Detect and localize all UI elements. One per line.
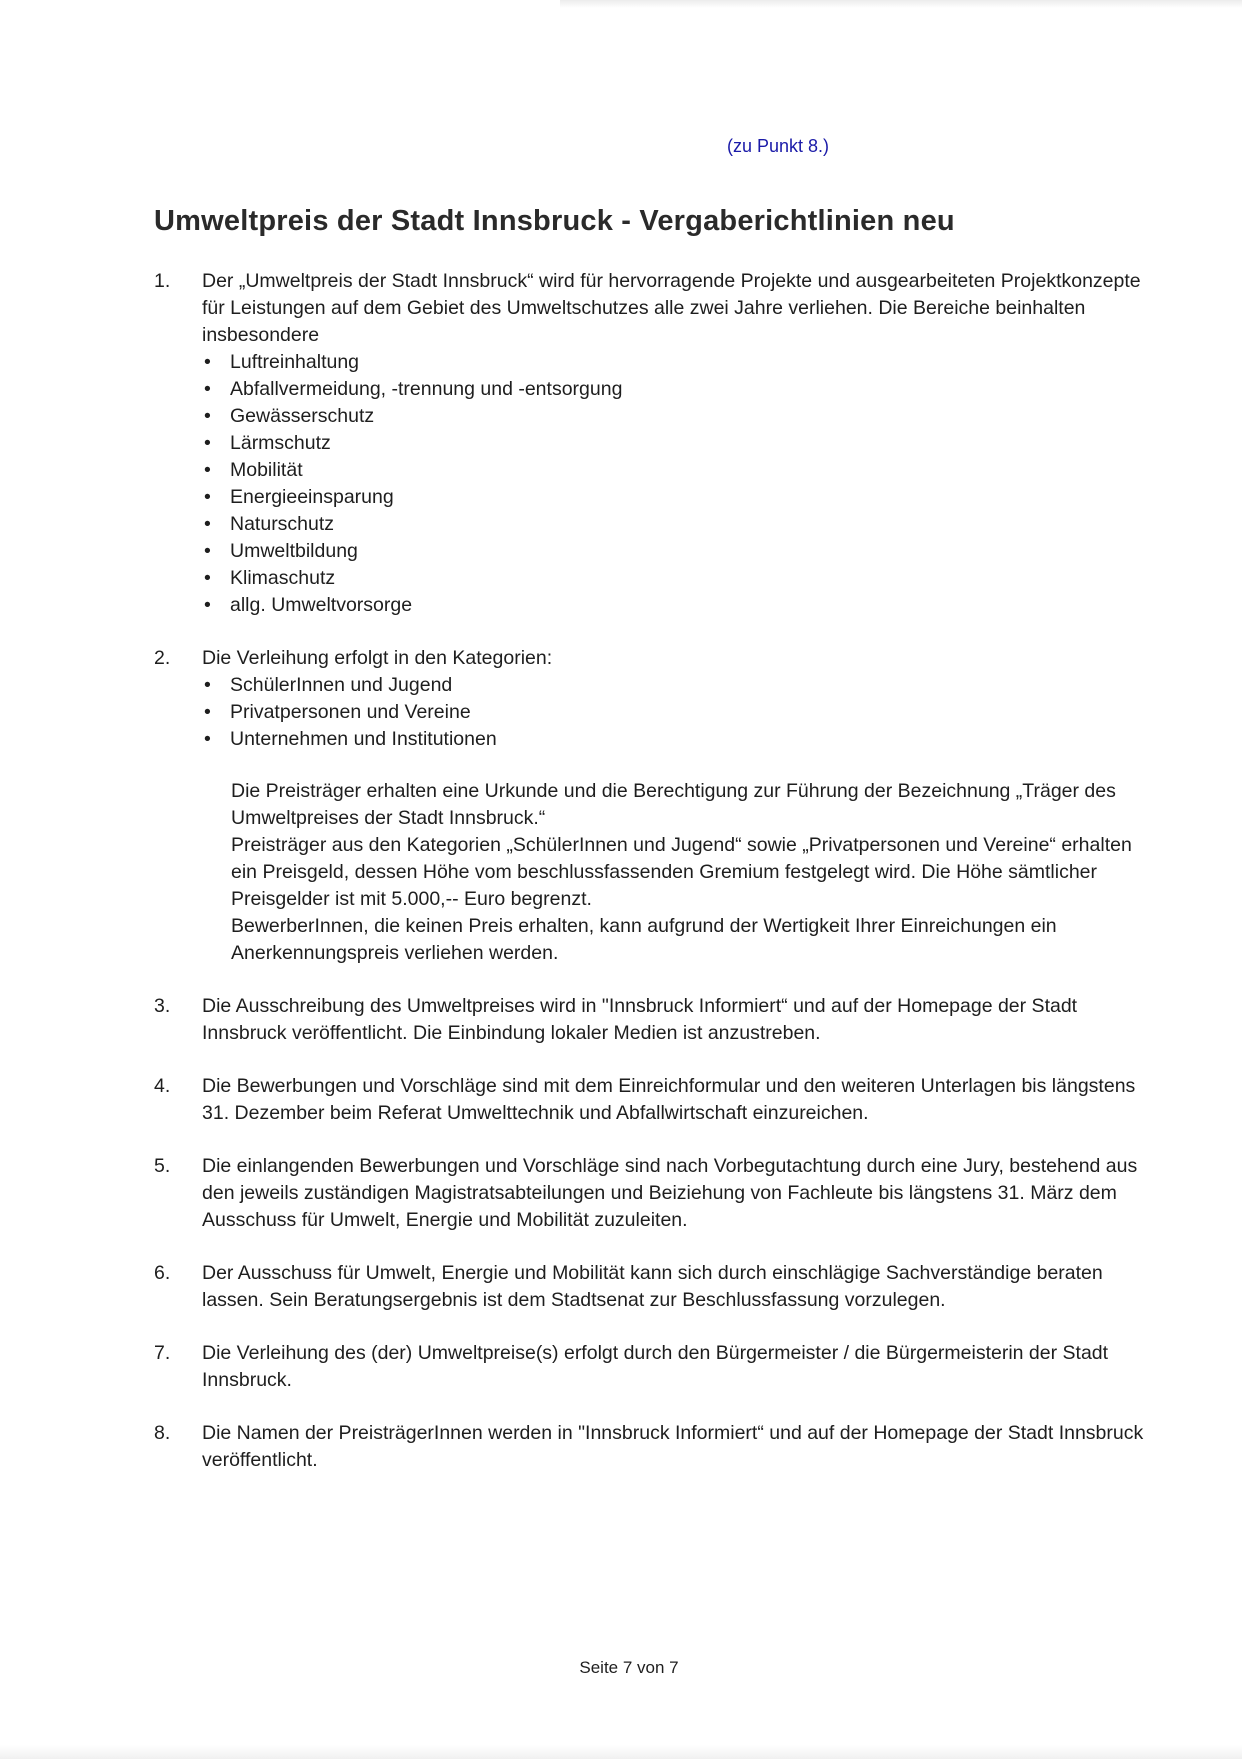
list-item-7 [154, 1340, 1144, 1394]
scan-edge-top [560, 0, 1242, 8]
bullet-item: • allg. Umweltvorsorge [202, 592, 1144, 619]
reference-note: (zu Punkt 8.) [727, 136, 830, 156]
item-number: 3. [154, 995, 171, 1017]
item-text: Die Namen der PreisträgerInnen werden in "Innsbruck Informiert“ und auf der Homepage der Stadt Innsbruck veröffentlicht. [202, 1422, 1144, 1471]
list-item-3 [154, 993, 1144, 1047]
paragraph: Die Preisträger erhalten eine Urkunde und die Berechtigung zur Führung der Bezeichnung „Träger des Umweltpreises der Stadt Innsbruck.“ [231, 780, 1116, 829]
bullet-item: • Unternehmen und Institutionen [202, 726, 1144, 753]
bullet-item: • SchülerInnen und Jugend [202, 672, 1144, 699]
bullet-item: • Klimaschutz [202, 565, 1144, 592]
list-item-8 [154, 1420, 1144, 1474]
bullet-item: • Gewässerschutz [202, 403, 1144, 430]
item-number: 7. [154, 1342, 171, 1364]
item-number: 5. [154, 1155, 171, 1177]
paragraph: Preisträger aus den Kategorien „SchülerInnen und Jugend“ sowie „Privatpersonen und Vereine“ erhalten ein Preisgeld, dessen Höhe vom beschlussfassenden Gremium festgelegt wird. Die Höhe sämtlicher Preisgelder ist mit 5.000,-- Euro begrenzt. [231, 834, 1132, 910]
bullet-item: • Lärmschutz [202, 430, 1144, 457]
item-number: 8. [154, 1422, 171, 1444]
item-text: Der Ausschuss für Umwelt, Energie und Mobilität kann sich durch einschlägige Sachverständige beraten lassen. Sein Beratungsergebnis ist dem Stadtsenat zur Beschlussfassung vorzulegen. [202, 1262, 1103, 1311]
bullet-item: • Naturschutz [202, 511, 1144, 538]
bullet-item: • Privatpersonen und Vereine [202, 699, 1144, 726]
bullet-item: • Energieeinsparung [202, 484, 1144, 511]
bullet-item: • Umweltbildung [202, 538, 1144, 565]
item-text: Der „Umweltpreis der Stadt Innsbruck“ wird für hervorragende Projekte und ausgearbeiteten Projektkonzepte für Leistungen auf dem Gebiet des Umweltschutzes alle zwei Jahre verliehen. Die Bereiche beinhalten insbesondere [202, 270, 1141, 346]
category-list [202, 672, 1144, 753]
list-item-2 [154, 645, 1144, 967]
item-text: Die Bewerbungen und Vorschläge sind mit dem Einreichformular und den weiteren Unterlagen bis längstens 31. Dezember beim Referat Umwelttechnik und Abfallwirtschaft einzureichen. [202, 1075, 1136, 1124]
list-item-6 [154, 1260, 1144, 1314]
page-number: Seite 7 von 7 [579, 1658, 679, 1677]
bullet-item: • Mobilität [202, 457, 1144, 484]
item-number: 6. [154, 1262, 171, 1284]
list-item-4 [154, 1073, 1144, 1127]
bullet-item: • Abfallvermeidung, -trennung und -entsorgung [202, 376, 1144, 403]
item-text: Die Verleihung erfolgt in den Kategorien: [202, 647, 553, 669]
paragraph: BewerberInnen, die keinen Preis erhalten, kann aufgrund der Wertigkeit Ihrer Einreichungen ein Anerkennungspreis verliehen werden. [231, 915, 1057, 964]
list-item-1 [154, 268, 1144, 619]
item-text: Die einlangenden Bewerbungen und Vorschläge sind nach Vorbegutachtung durch eine Jury, bestehend aus den jeweils zuständigen Magistratsabteilungen und Beiziehung von Fachleute bis längstens 31. März dem Ausschuss für Umwelt, Energie und Mobilität zuzuleiten. [202, 1155, 1138, 1231]
item-text: Die Verleihung des (der) Umweltpreise(s) erfolgt durch den Bürgermeister / die Bürgermeisterin der Stadt Innsbruck. [202, 1342, 1109, 1391]
prize-details [202, 778, 1144, 967]
list-item-5 [154, 1153, 1144, 1234]
topic-list [202, 349, 1144, 619]
item-number: 4. [154, 1075, 171, 1097]
scan-edge-bottom [0, 1745, 1242, 1759]
item-number: 1. [154, 270, 171, 292]
document-title: Umweltpreis der Stadt Innsbruck - Vergaberichtlinien neu [154, 205, 955, 237]
item-number: 2. [154, 647, 171, 669]
bullet-item: • Luftreinhaltung [202, 349, 1144, 376]
guidelines-list [154, 268, 1144, 1474]
item-text: Die Ausschreibung des Umweltpreises wird in "Innsbruck Informiert“ und auf der Homepage der Stadt Innsbruck veröffentlicht. Die Einbindung lokaler Medien ist anzustreben. [202, 995, 1078, 1044]
